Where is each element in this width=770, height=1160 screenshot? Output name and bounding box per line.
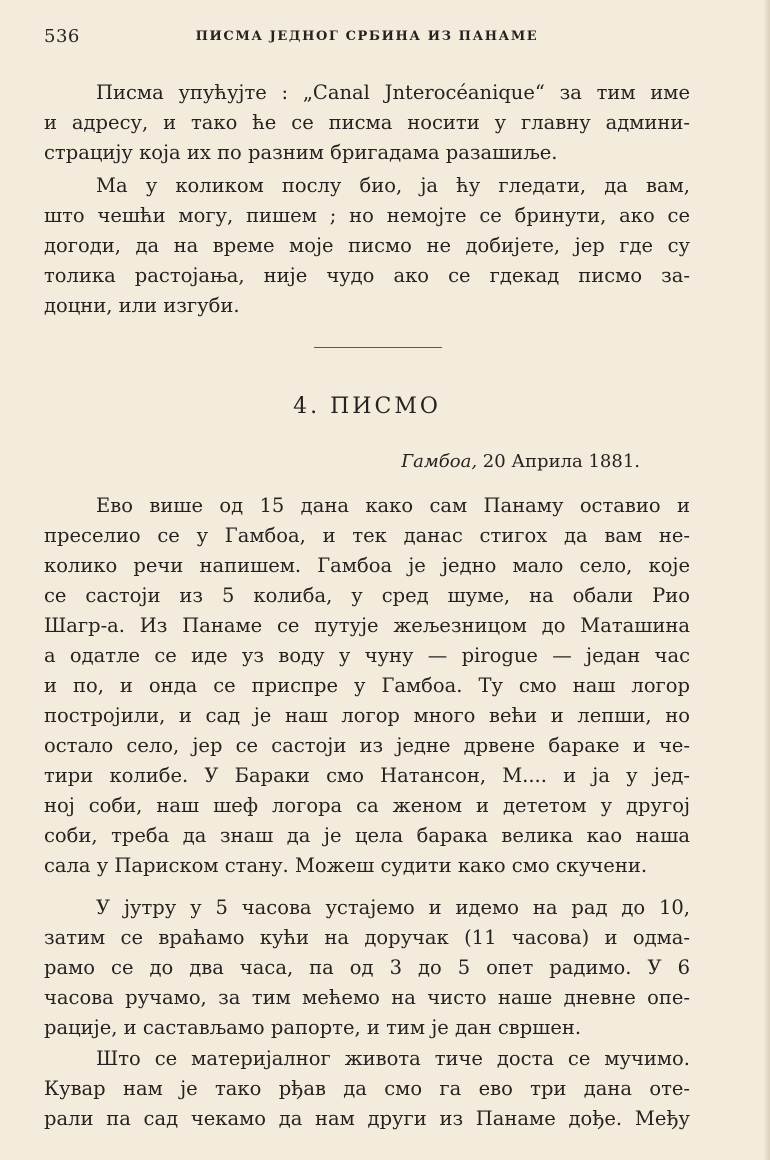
paragraph	[44, 1044, 690, 1134]
text-line: тири колибе. У Бараки смо Натансон, М.... и ја у јед-	[44, 764, 690, 787]
paragraph	[44, 491, 690, 881]
page-edge	[764, 0, 770, 1160]
text-line: постројили, и сад је наш логор много већи и лепши, но	[44, 704, 690, 727]
text-line: и по, и онда се приспре у Гамбоа. Ту смо наш логор	[44, 674, 690, 697]
text-line: остало село, јер се састоји из једне дрвене бараке и че-	[44, 734, 690, 757]
paragraph	[44, 78, 690, 168]
text-line: догоди, да на време моје писмо не добијете, јер где су	[44, 234, 690, 257]
text-line: У јутру у 5 часова устајемо и идемо на рад до 10,	[96, 896, 690, 919]
paragraph	[44, 893, 690, 1043]
text-line: рације, и састављамо рапорте, и тим је дан свршен.	[44, 1016, 582, 1039]
running-head	[44, 26, 690, 50]
text-line: и адресу, и тако ће се писма носити у главну админи-	[44, 111, 690, 134]
text-line: Кувар нам је тако рђав да смо га ево три дана оте-	[44, 1077, 690, 1100]
letter-heading: 4. ПИСМО	[293, 394, 441, 419]
text-line: Шагр-а. Из Панаме се путује жељезницом до Маташина	[44, 614, 690, 637]
text-line: што чешћи могу, пишем ; но немојте се бринути, ако се	[44, 204, 690, 227]
text-line: рамо се до два часа, па од 3 до 5 опет радимо. У 6	[44, 956, 690, 979]
section-divider	[314, 347, 442, 348]
text-line: затим се враћамо кући на доручак (11 часова) и одма-	[44, 926, 690, 949]
text-line: Писма упућујте : „Canal Jnterocéanique“ за тим име	[96, 81, 690, 104]
text-line: ној соби, наш шеф логора са женом и дететом у другој	[44, 794, 690, 817]
text-line: Што се материјалног живота тиче доста се мучимо.	[96, 1047, 690, 1070]
text-line: се састоји из 5 колиба, у сред шуме, на обали Рио	[44, 584, 690, 607]
text-line: толика растојања, није чудо ако се гдекад писмо за-	[44, 264, 690, 287]
letter-dateline	[401, 451, 640, 472]
text-line: страцију која их по разним бригадама разашиље.	[44, 141, 558, 164]
text-line: соби, треба да знаш да је цела барака велика као наша	[44, 824, 690, 847]
text-line: преселио се у Гамбоа, и тек данас стигох да вам не-	[44, 524, 690, 547]
text-line: рали па сад чекамо да нам други из Панаме дође. Међу	[44, 1107, 690, 1130]
running-title: ПИСМА ЈЕДНОГ СРБИНА ИЗ ПАНАМЕ	[195, 29, 539, 44]
text-line: Ма у коликом послу био, ја ћу гледати, да вам,	[96, 174, 690, 197]
text-line: сала у Париском стану. Можеш судити како смо скучени.	[44, 854, 648, 877]
text-line: а одатле се иде уз воду у чуну — pirogue — један час	[44, 644, 690, 667]
text-line: доцни, или изгуби.	[44, 294, 240, 317]
text-line: часова ручамо, за тим мећемо на чисто наше дневне опе-	[44, 986, 690, 1009]
paragraph	[44, 171, 690, 321]
text-line: Ево више од 15 дана како сам Панаму оставио и	[96, 494, 690, 517]
dateline-date: 20 Априла 1881.	[482, 451, 640, 472]
dateline-place: Гамбоа,	[401, 451, 478, 472]
text-line: колико речи напишем. Гамбоа је једно мало село, које	[44, 554, 690, 577]
page-number: 536	[44, 26, 80, 47]
